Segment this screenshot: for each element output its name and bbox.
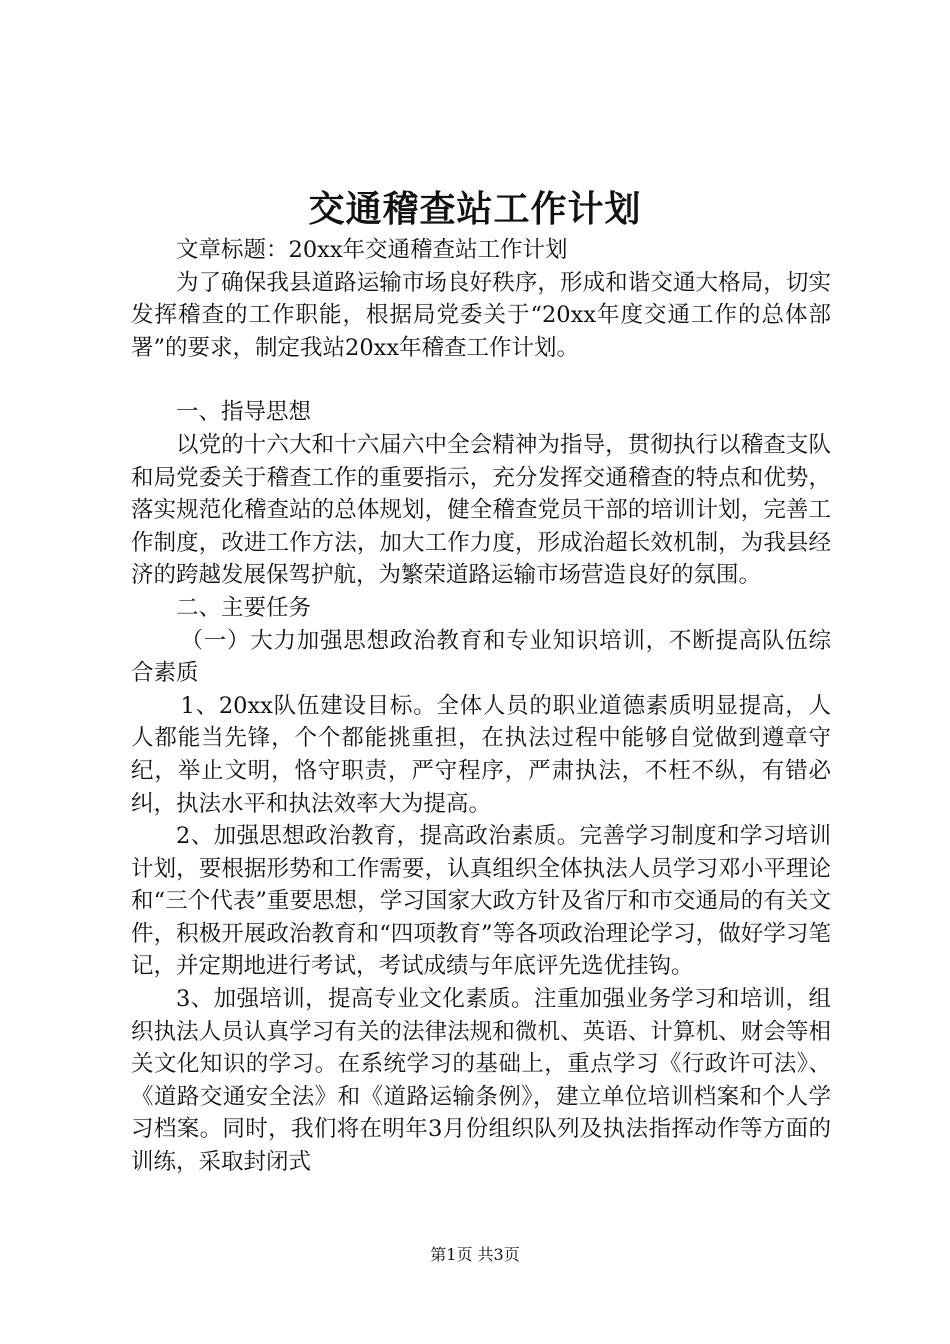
document-title: 交通稽查站工作计划	[308, 188, 642, 230]
section-heading-main-tasks: 二、主要任务	[176, 594, 312, 621]
document-body	[131, 234, 831, 1179]
task-item-1: 1、20xx队伍建设目标。全体人员的职业道德素质明显提高，人人都能当先锋，个个都能挑重担，在执法过程中能够自觉做到遵章守纪，举止文明，恪守职责，严守程序，严肃执法，不枉不纵，有错必纠，执法水平和执法效率大为提高。	[131, 692, 831, 817]
page-indicator: 第1页 共3页	[430, 1245, 520, 1264]
article-title-line: 文章标题：20xx年交通稽查站工作计划	[176, 237, 568, 263]
subsection-heading-1: （一）大力加强思想政治教育和专业知识培训，不断提高队伍综合素质	[131, 627, 831, 687]
task-item-2: 2、加强思想政治教育，提高政治素质。完善学习制度和学习培训计划，要根据形势和工作需要，认真组织全体执法人员学习邓小平理论和“三个代表”重要思想，学习国家大政方针及省厅和市交通局的有关文件，积极开展政治教育和“四项教育”等各项政治理论学习，做好学习笔记，并定期地进行考试，考试成绩与年底评先选优挂钩。	[131, 823, 831, 980]
guiding-thought-paragraph: 以党的十六大和十六届六中全会精神为指导，贯彻执行以稽查支队和局党委关于稽查工作的重要指示，充分发挥交通稽查的特点和优势，落实规范化稽查站的总体规划，健全稽查党员干部的培训计划，完善工作制度，改进工作方法，加大工作力度，形成治超长效机制，为我县经济的跨越发展保驾护航，为繁荣道路运输市场营造良好的氛围。	[131, 431, 831, 589]
task-item-3: 3、加强培训，提高专业文化素质。注重加强业务学习和培训，组织执法人员认真学习有关的法律法规和微机、英语、计算机、财会等相关文化知识的学习。在系统学习的基础上，重点学习《行政许可法》、《道路交通安全法》和《道路运输条例》，建立单位培训档案和个人学习档案。同时，我们将在明年3月份组织队列及执法指挥动作等方面的训练，采取封闭式	[131, 986, 831, 1176]
intro-paragraph: 为了确保我县道路运输市场良好秩序，形成和谐交通大格局，切实发挥稽查的工作职能，根据局党委关于“20xx年度交通工作的总体部署”的要求，制定我站20xx年稽查工作计划。	[131, 269, 831, 361]
section-heading-guiding-thought: 一、指导思想	[176, 399, 312, 426]
